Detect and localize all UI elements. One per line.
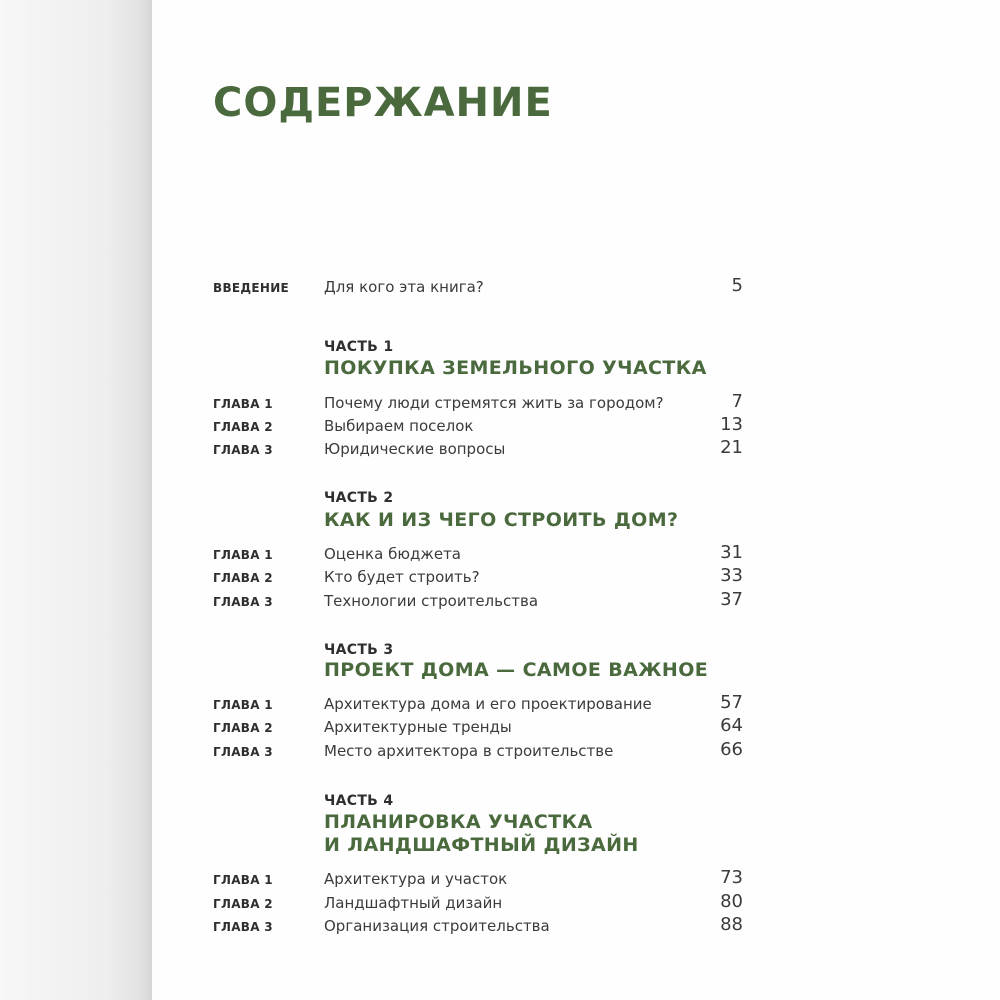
- chapter-label: ГЛАВА 3: [213, 920, 273, 934]
- intro-page: 5: [731, 275, 743, 296]
- chapter-title: Оценка бюджета: [324, 545, 461, 563]
- chapter-page: 31: [720, 542, 743, 563]
- intro-title: Для кого эта книга?: [324, 278, 484, 296]
- toc-entry-part1-ch3[interactable]: [213, 438, 743, 462]
- part-2-label: ЧАСТЬ 2: [324, 490, 394, 506]
- chapter-page: 37: [720, 589, 743, 610]
- chapter-title: Кто будет строить?: [324, 568, 480, 586]
- toc-entry-part3-ch1[interactable]: [213, 693, 743, 717]
- part-4-title-line-1: ПЛАНИРОВКА УЧАСТКА: [324, 811, 593, 833]
- chapter-title: Организация строительства: [324, 917, 550, 935]
- chapter-label: ГЛАВА 3: [213, 443, 273, 457]
- chapter-label: ГЛАВА 2: [213, 571, 273, 585]
- intro-label: ВВЕДЕНИЕ: [213, 281, 290, 295]
- chapter-page: 73: [720, 867, 743, 888]
- chapter-title: Выбираем поселок: [324, 417, 474, 435]
- chapter-label: ГЛАВА 3: [213, 595, 273, 609]
- part-3-label: ЧАСТЬ 3: [324, 642, 394, 658]
- chapter-page: 21: [720, 437, 743, 458]
- chapter-page: 80: [720, 891, 743, 912]
- chapter-title: Архитектура и участок: [324, 870, 508, 888]
- chapter-title: Ландшафтный дизайн: [324, 894, 503, 912]
- chapter-label: ГЛАВА 2: [213, 420, 273, 434]
- part-1-label: ЧАСТЬ 1: [324, 339, 394, 355]
- toc-entry-part4-ch3[interactable]: [213, 915, 743, 939]
- part-2-title: КАК И ИЗ ЧЕГО СТРОИТЬ ДОМ?: [324, 509, 679, 531]
- part-3-title: ПРОЕКТ ДОМА — САМОЕ ВАЖНОЕ: [324, 659, 709, 681]
- chapter-page: 13: [720, 414, 743, 435]
- chapter-page: 57: [720, 692, 743, 713]
- toc-entry-part3-ch3[interactable]: [213, 740, 743, 764]
- toc-entry-part1-ch1[interactable]: [213, 392, 743, 416]
- chapter-title: Технологии строительства: [324, 592, 539, 610]
- chapter-label: ГЛАВА 1: [213, 397, 273, 411]
- toc-entry-intro[interactable]: [213, 276, 743, 300]
- part-4-title-line-2: И ЛАНДШАФТНЫЙ ДИЗАЙН: [324, 834, 639, 856]
- chapter-title: Юридические вопросы: [324, 440, 506, 458]
- part-4-label: ЧАСТЬ 4: [324, 793, 394, 809]
- toc-entry-part2-ch2[interactable]: [213, 566, 743, 590]
- chapter-label: ГЛАВА 1: [213, 548, 273, 562]
- chapter-title: Архитектурные тренды: [324, 718, 512, 736]
- chapter-page: 88: [720, 914, 743, 935]
- chapter-page: 64: [720, 715, 743, 736]
- part-1-title: ПОКУПКА ЗЕМЕЛЬНОГО УЧАСТКА: [324, 357, 707, 379]
- toc-entry-part1-ch2[interactable]: [213, 415, 743, 439]
- chapter-label: ГЛАВА 1: [213, 698, 273, 712]
- toc-entry-part4-ch1[interactable]: [213, 868, 743, 892]
- chapter-title: Место архитектора в строительстве: [324, 742, 614, 760]
- chapter-label: ГЛАВА 1: [213, 873, 273, 887]
- toc-entry-part4-ch2[interactable]: [213, 892, 743, 916]
- chapter-label: ГЛАВА 3: [213, 745, 273, 759]
- chapter-page: 66: [720, 739, 743, 760]
- book-spine-shadow: [0, 0, 152, 1000]
- chapter-label: ГЛАВА 2: [213, 721, 273, 735]
- chapter-page: 33: [720, 565, 743, 586]
- page-title: СОДЕРЖАНИЕ: [213, 80, 553, 126]
- chapter-title: Архитектура дома и его проектирование: [324, 695, 652, 713]
- chapter-title: Почему люди стремятся жить за городом?: [324, 394, 664, 412]
- toc-entry-part2-ch1[interactable]: [213, 543, 743, 567]
- toc-entry-part2-ch3[interactable]: [213, 590, 743, 614]
- chapter-label: ГЛАВА 2: [213, 897, 273, 911]
- chapter-page: 7: [731, 391, 743, 412]
- toc-entry-part3-ch2[interactable]: [213, 716, 743, 740]
